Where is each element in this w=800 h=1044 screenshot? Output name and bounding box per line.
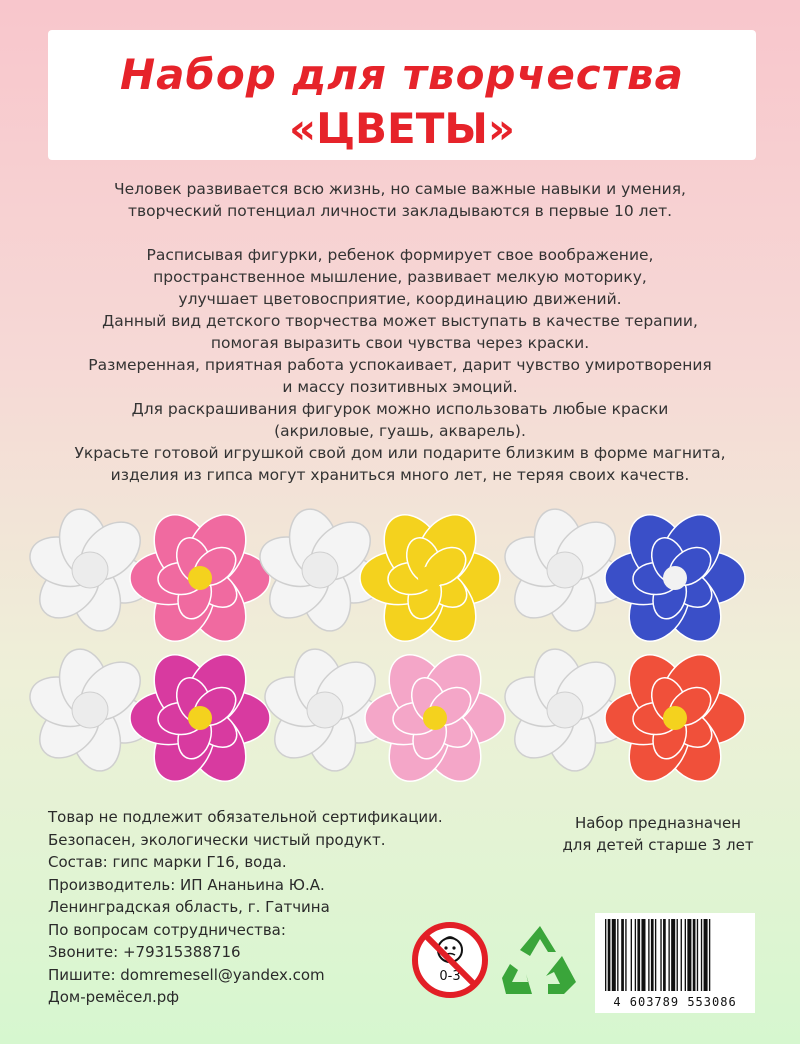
product-info bbox=[48, 806, 468, 1009]
intro-line: Данный вид детского творчества может выступать в качестве терапии, bbox=[102, 312, 698, 330]
intro-text bbox=[40, 178, 760, 486]
intro-line: Человек развивается всю жизнь, но самые важные навыки и умения, bbox=[114, 180, 686, 198]
intro-line: творческий потенциал личности закладываются в первые 10 лет. bbox=[127, 202, 673, 220]
intro-line: пространственное мышление, развивает мелкую моторику, bbox=[153, 268, 647, 286]
age-note-line: для детей старше 3 лет bbox=[562, 836, 754, 854]
flower-pansy bbox=[254, 504, 500, 652]
info-line: Безопасен, экологически чистый продукт. bbox=[48, 830, 386, 849]
intro-line: Размеренная, приятная работа успокаивает, дарит чувство умиротворения bbox=[88, 356, 712, 374]
info-phone: Звоните: +79315388716 bbox=[48, 943, 241, 961]
title-line-2: «ЦВЕТЫ» bbox=[288, 104, 516, 153]
info-line: Производитель: ИП Ананьина Ю.А. bbox=[48, 875, 325, 894]
info-email: Пишите: domremesell@yandex.com bbox=[48, 965, 325, 984]
info-line: Ленинградская область, г. Гатчина bbox=[48, 898, 330, 916]
flower-orchid bbox=[499, 504, 745, 652]
intro-line: Для раскрашивания фигурок можно использовать любые краски bbox=[131, 400, 669, 418]
flower-figures bbox=[0, 500, 800, 800]
intro-line: Расписывая фигурки, ребенок формирует свое воображение, bbox=[146, 246, 654, 264]
intro-line: изделия из гипса могут храниться много лет, не теряя своих качеств. bbox=[110, 466, 690, 484]
intro-line: (акриловые, гуашь, акварель). bbox=[274, 422, 526, 440]
title-line-1: Набор для творчества bbox=[120, 50, 684, 99]
recycle-icon bbox=[498, 920, 582, 1004]
age-icon-label: 0-3 bbox=[439, 969, 461, 984]
intro-line: помогая выразить свои чувства через краски. bbox=[210, 334, 590, 352]
age-note-line: Набор предназначен bbox=[575, 814, 741, 832]
info-line: Товар не подлежит обязательной сертификации. bbox=[48, 808, 443, 826]
not-for-under-3-icon bbox=[410, 920, 490, 1000]
barcode-number: 4 603789 553086 bbox=[613, 995, 737, 1009]
flower-plumeria bbox=[259, 644, 505, 792]
flower-peony bbox=[24, 644, 270, 792]
title-banner bbox=[48, 30, 756, 160]
barcode bbox=[595, 913, 755, 1013]
flower-rose bbox=[24, 504, 270, 652]
intro-line: улучшает цветовосприятие, координацию движений. bbox=[178, 290, 622, 308]
intro-line: и массу позитивных эмоций. bbox=[282, 378, 518, 396]
flower-poppy bbox=[499, 644, 745, 792]
info-line: Состав: гипс марки Г16, вода. bbox=[48, 853, 287, 871]
barcode-bars bbox=[601, 919, 749, 991]
intro-line: Украсьте готовой игрушкой свой дом или подарите близким в форме магнита, bbox=[74, 444, 726, 462]
info-website: Дом-ремёсел.рф bbox=[48, 988, 180, 1006]
age-note bbox=[548, 812, 768, 856]
info-line: По вопросам сотрудничества: bbox=[48, 920, 286, 939]
